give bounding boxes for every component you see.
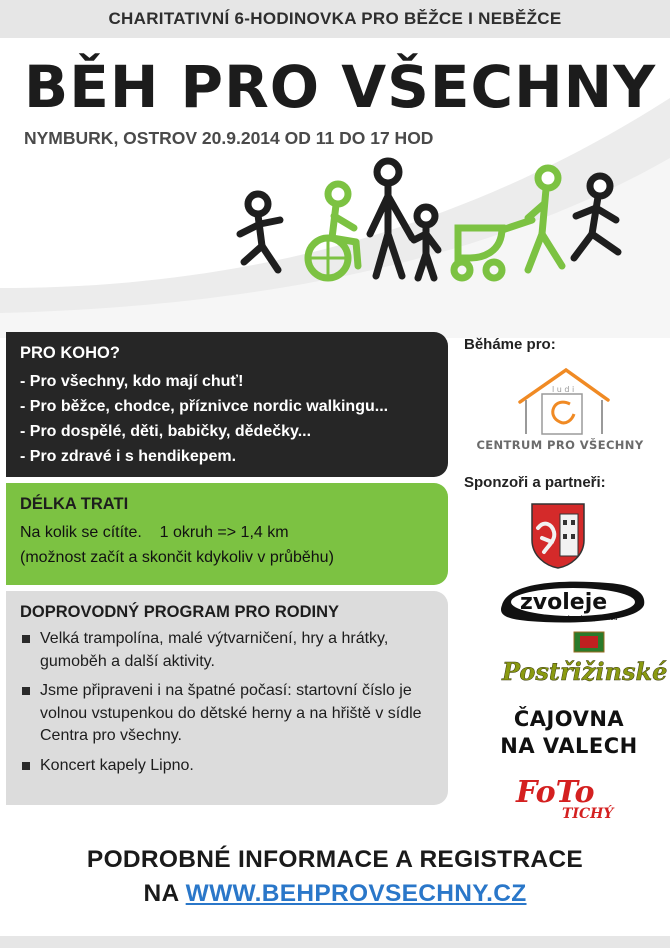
beneficiary-label: Běháme pro: [464,336,556,353]
foto-tichy-logo-icon [510,768,620,824]
track-length-box [6,483,448,585]
target-audience-box [6,332,448,477]
registration-url-line [0,880,670,908]
url-prefix: NA [143,880,179,907]
audience-line: - Pro běžce, chodce, příznivce nordic walkingu... [20,398,389,415]
cajovna-line1: ČAJOVNA [513,707,625,731]
audience-line: - Pro zdravé i s hendikepem. [20,448,237,465]
foto-name: TICHÝ [562,806,614,822]
program-list [20,628,434,777]
target-audience-heading: PRO KOHO? [20,344,120,362]
audience-line: - Pro všechny, kdo mají chuť! [20,373,244,390]
event-tagline: CHARITATIVNÍ 6-HODINOVKA PRO BĚŽCE I NEBĚŽCE [108,9,562,28]
program-item: Jsme připraveni i na špatné počasí: startovní číslo je volnou vstupenkou do dětské herny a na hřiště v sídle Centra pro všechny. [20,680,434,748]
svg-text:l u d i: l u d i [552,385,575,394]
postrizinske-logo-icon [500,628,668,690]
zvoleje-logo-icon [498,575,648,627]
bottom-bar [0,936,670,948]
program-item: Koncert kapely Lipno. [20,755,434,778]
nymburk-crest-icon [530,502,586,570]
family-program-box [6,591,448,805]
cajovna-line2: NA VALECH [500,734,638,758]
registration-info-line: PODROBNÉ INFORMACE A REGISTRACE [86,846,584,873]
event-title: BĚH PRO VŠECHNY [24,53,657,121]
zvoleje-text: zvoleje [520,590,608,615]
stick-figures-illustration [232,158,632,288]
centrum-logo-text: CENTRUM PRO VŠECHNY [476,438,644,452]
sponsors-label: Sponzoři a partneři: [464,474,606,491]
event-date-place: NYMBURK, OSTROV 20.9.2014 OD 11 DO 17 HOD [24,128,434,148]
website-link[interactable]: WWW.BEHPROVSECHNY.CZ [185,880,527,907]
top-banner [0,0,670,38]
cajovna-logo [474,706,664,760]
track-length-line: Na kolik se cítíte. 1 okruh => 1,4 km [20,524,289,541]
track-length-line: (možnost začít a skončit kdykoliv v průběhu) [20,549,334,566]
zvoleje-slogan: bez kompromisů [568,615,618,622]
audience-line: - Pro dospělé, děti, babičky, dědečky... [20,423,312,440]
postrizinske-text: Postřižinské [502,657,668,686]
track-length-heading: DÉLKA TRATI [20,495,129,513]
family-program-heading: DOPROVODNÝ PROGRAM PRO RODINY [20,603,340,621]
program-item: Velká trampolína, malé výtvarničení, hry a hrátky, gumoběh a další aktivity. [20,628,434,673]
foto-text: FoTo [516,775,595,810]
